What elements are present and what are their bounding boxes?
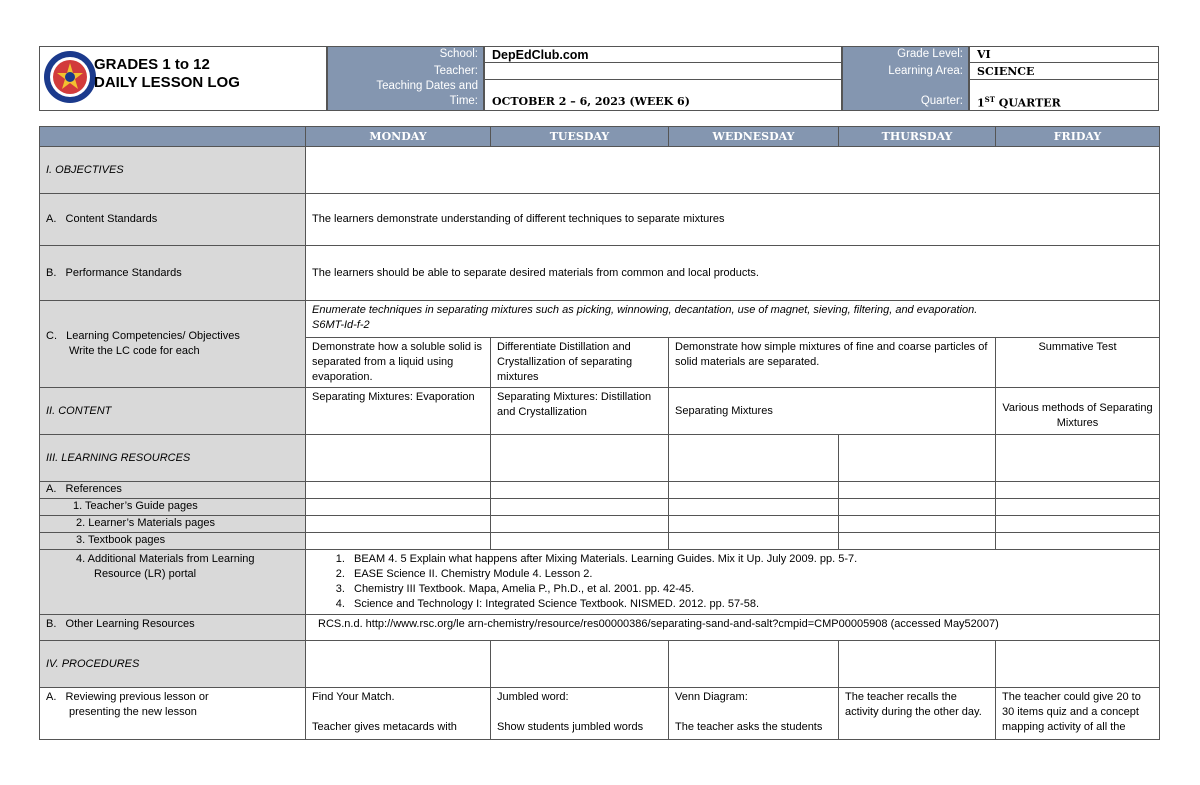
review-label-cell bbox=[40, 688, 306, 740]
competency-wed-thu: Demonstrate how simple mixtures of fine and coarse particles of solid materials are separated. bbox=[669, 338, 996, 388]
grade-value-cell bbox=[969, 46, 1159, 63]
procedures-row bbox=[40, 641, 1160, 688]
resources-row bbox=[40, 435, 1160, 482]
area-value: SCIENCE bbox=[977, 65, 1035, 78]
teacher-value-cell bbox=[484, 62, 842, 80]
lm-tuesday bbox=[491, 516, 669, 533]
materials-list bbox=[312, 552, 1153, 612]
area-label: Learning Area: bbox=[888, 65, 963, 77]
tg-wednesday bbox=[669, 499, 839, 516]
day-tuesday: TUESDAY bbox=[491, 127, 669, 147]
learners-materials-label: 2. Learner’s Materials pages bbox=[40, 516, 306, 533]
content-wed-thu: Separating Mixtures bbox=[669, 388, 996, 435]
content-friday: Various methods of Separating Mixtures bbox=[996, 388, 1160, 435]
tb-wednesday bbox=[669, 533, 839, 550]
performance-standards-text: The learners should be able to separate desired materials from common and local products. bbox=[306, 246, 1160, 301]
tb-tuesday bbox=[491, 533, 669, 550]
competency-monday: Demonstrate how a soluble solid is separated from a liquid using evaporation. bbox=[306, 338, 491, 388]
day-thursday: THURSDAY bbox=[839, 127, 996, 147]
material-item: 2. EASE Science II. Chemistry Module 4. Lesson 2. bbox=[348, 567, 1153, 582]
quarter-superscript: ST bbox=[984, 95, 995, 104]
school-value: DepEdClub.com bbox=[492, 48, 589, 62]
review-wednesday-text: The teacher asks the students bbox=[675, 721, 823, 733]
additional-materials-row bbox=[40, 550, 1160, 615]
lm-friday bbox=[996, 516, 1160, 533]
resources-heading: III. LEARNING RESOURCES bbox=[40, 435, 306, 482]
resources-friday bbox=[996, 435, 1160, 482]
content-standards-text: The learners demonstrate understanding of different techniques to separate mixtures bbox=[306, 194, 1160, 246]
lesson-log-table bbox=[39, 126, 1160, 740]
other-resources-text: RCS.n.d. http://www.rsc.org/le arn-chemistry/resource/res00000386/separating-sand-and-salt?cmpid=CMP00005908 (accessed May52007) bbox=[306, 615, 1160, 641]
review-wednesday bbox=[669, 688, 839, 740]
title-line-2: DAILY LESSON LOG bbox=[94, 74, 240, 91]
procedures-tuesday bbox=[491, 641, 669, 688]
references-friday bbox=[996, 482, 1160, 499]
content-standards-label: A. Content Standards bbox=[40, 194, 306, 246]
textbook-row bbox=[40, 533, 1160, 550]
tg-thursday bbox=[839, 499, 996, 516]
review-label-1: A. Reviewing previous lesson or bbox=[46, 691, 209, 703]
tg-monday bbox=[306, 499, 491, 516]
resources-tuesday bbox=[491, 435, 669, 482]
day-wednesday: WEDNESDAY bbox=[669, 127, 839, 147]
resources-monday bbox=[306, 435, 491, 482]
tb-thursday bbox=[839, 533, 996, 550]
quarter-text: QUARTER bbox=[994, 96, 1061, 110]
review-thursday: The teacher recalls the activity during the other day. bbox=[839, 688, 996, 740]
competencies-cell bbox=[306, 301, 1160, 338]
tg-friday bbox=[996, 499, 1160, 516]
material-item: 4. Science and Technology I: Integrated Science Textbook. NISMED. 2012. pp. 57-58. bbox=[348, 597, 1153, 612]
references-thursday bbox=[839, 482, 996, 499]
deped-seal-icon bbox=[42, 49, 98, 105]
additional-materials-label-cell bbox=[40, 550, 306, 615]
teacher-label: Teacher: bbox=[433, 65, 478, 77]
other-resources-label: B. Other Learning Resources bbox=[40, 615, 306, 641]
references-row bbox=[40, 482, 1160, 499]
tg-tuesday bbox=[491, 499, 669, 516]
performance-standards-label: B. Performance Standards bbox=[40, 246, 306, 301]
review-row bbox=[40, 688, 1160, 740]
objectives-cell bbox=[306, 147, 1160, 194]
quarter-value bbox=[971, 95, 1061, 110]
references-tuesday bbox=[491, 482, 669, 499]
dates-value: OCTOBER 2 – 6, 2023 (WEEK 6) bbox=[492, 95, 690, 108]
learners-materials-row bbox=[40, 516, 1160, 533]
procedures-thursday bbox=[839, 641, 996, 688]
tb-friday bbox=[996, 533, 1160, 550]
school-label: School: bbox=[439, 48, 478, 60]
additional-materials-label-1: 4. Additional Materials from Learning bbox=[76, 553, 255, 565]
material-item: 1. BEAM 4. 5 Explain what happens after Mixing Materials. Learning Guides. Mix it Up. July 2009. pp. 5-7. bbox=[348, 552, 1153, 567]
competencies-text: Enumerate techniques in separating mixtures such as picking, winnowing, decantation, use of magnet, sieving, filtering, and evaporation. bbox=[312, 304, 978, 316]
objectives-heading: I. OBJECTIVES bbox=[40, 147, 306, 194]
grade-value: VI bbox=[977, 48, 991, 61]
competencies-code: S6MT-Id-f-2 bbox=[312, 319, 370, 331]
review-wednesday-title: Venn Diagram: bbox=[675, 691, 748, 703]
review-monday bbox=[306, 688, 491, 740]
review-label-2: presenting the new lesson bbox=[69, 706, 197, 718]
other-resources-row bbox=[40, 615, 1160, 641]
dates-label-2: Time: bbox=[449, 95, 478, 107]
lm-wednesday bbox=[669, 516, 839, 533]
teachers-guide-label: 1. Teacher’s Guide pages bbox=[40, 499, 306, 516]
references-wednesday bbox=[669, 482, 839, 499]
day-monday: MONDAY bbox=[306, 127, 491, 147]
content-tuesday: Separating Mixtures: Distillation and Crystallization bbox=[491, 388, 669, 435]
competencies-label-2: Write the LC code for each bbox=[69, 345, 200, 357]
content-monday: Separating Mixtures: Evaporation bbox=[306, 388, 491, 435]
competency-friday: Summative Test bbox=[996, 338, 1160, 388]
dates-label-1: Teaching Dates and bbox=[376, 80, 478, 92]
review-tuesday bbox=[491, 688, 669, 740]
textbook-label: 3. Textbook pages bbox=[40, 533, 306, 550]
quarter-label: Quarter: bbox=[920, 95, 963, 107]
content-standards-row bbox=[40, 194, 1160, 246]
additional-materials-cell bbox=[306, 550, 1160, 615]
review-monday-title: Find Your Match. bbox=[312, 691, 395, 703]
corner-cell bbox=[40, 127, 306, 147]
procedures-monday bbox=[306, 641, 491, 688]
review-friday: The teacher could give 20 to 30 items quiz and a concept mapping activity of all the bbox=[996, 688, 1160, 740]
day-header-row bbox=[40, 127, 1160, 147]
performance-standards-row bbox=[40, 246, 1160, 301]
teachers-guide-row bbox=[40, 499, 1160, 516]
day-friday: FRIDAY bbox=[996, 127, 1160, 147]
content-heading: II. CONTENT bbox=[40, 388, 306, 435]
competencies-label-1: C. Learning Competencies/ Objectives bbox=[46, 330, 240, 342]
resources-thursday bbox=[839, 435, 996, 482]
lm-thursday bbox=[839, 516, 996, 533]
title-line-1: GRADES 1 to 12 bbox=[94, 56, 210, 73]
competencies-row bbox=[40, 301, 1160, 338]
content-row bbox=[40, 388, 1160, 435]
objectives-row bbox=[40, 147, 1160, 194]
resources-wednesday bbox=[669, 435, 839, 482]
competency-tuesday: Differentiate Distillation and Crystallization of separating mixtures bbox=[491, 338, 669, 388]
review-tuesday-title: Jumbled word: bbox=[497, 691, 569, 703]
review-monday-text: Teacher gives metacards with bbox=[312, 721, 457, 733]
procedures-friday bbox=[996, 641, 1160, 688]
procedures-wednesday bbox=[669, 641, 839, 688]
additional-materials-label-2: Resource (LR) portal bbox=[94, 568, 197, 580]
material-item: 3. Chemistry III Textbook. Mapa, Amelia P., Ph.D., et al. 2001. pp. 42-45. bbox=[348, 582, 1153, 597]
review-tuesday-text: Show students jumbled words bbox=[497, 721, 644, 733]
procedures-heading: IV. PROCEDURES bbox=[40, 641, 306, 688]
quarter-number: 1 bbox=[977, 96, 985, 110]
references-label: A. References bbox=[40, 482, 306, 499]
references-monday bbox=[306, 482, 491, 499]
lm-monday bbox=[306, 516, 491, 533]
tb-monday bbox=[306, 533, 491, 550]
grade-label: Grade Level: bbox=[897, 48, 963, 60]
competencies-label-cell bbox=[40, 301, 306, 388]
